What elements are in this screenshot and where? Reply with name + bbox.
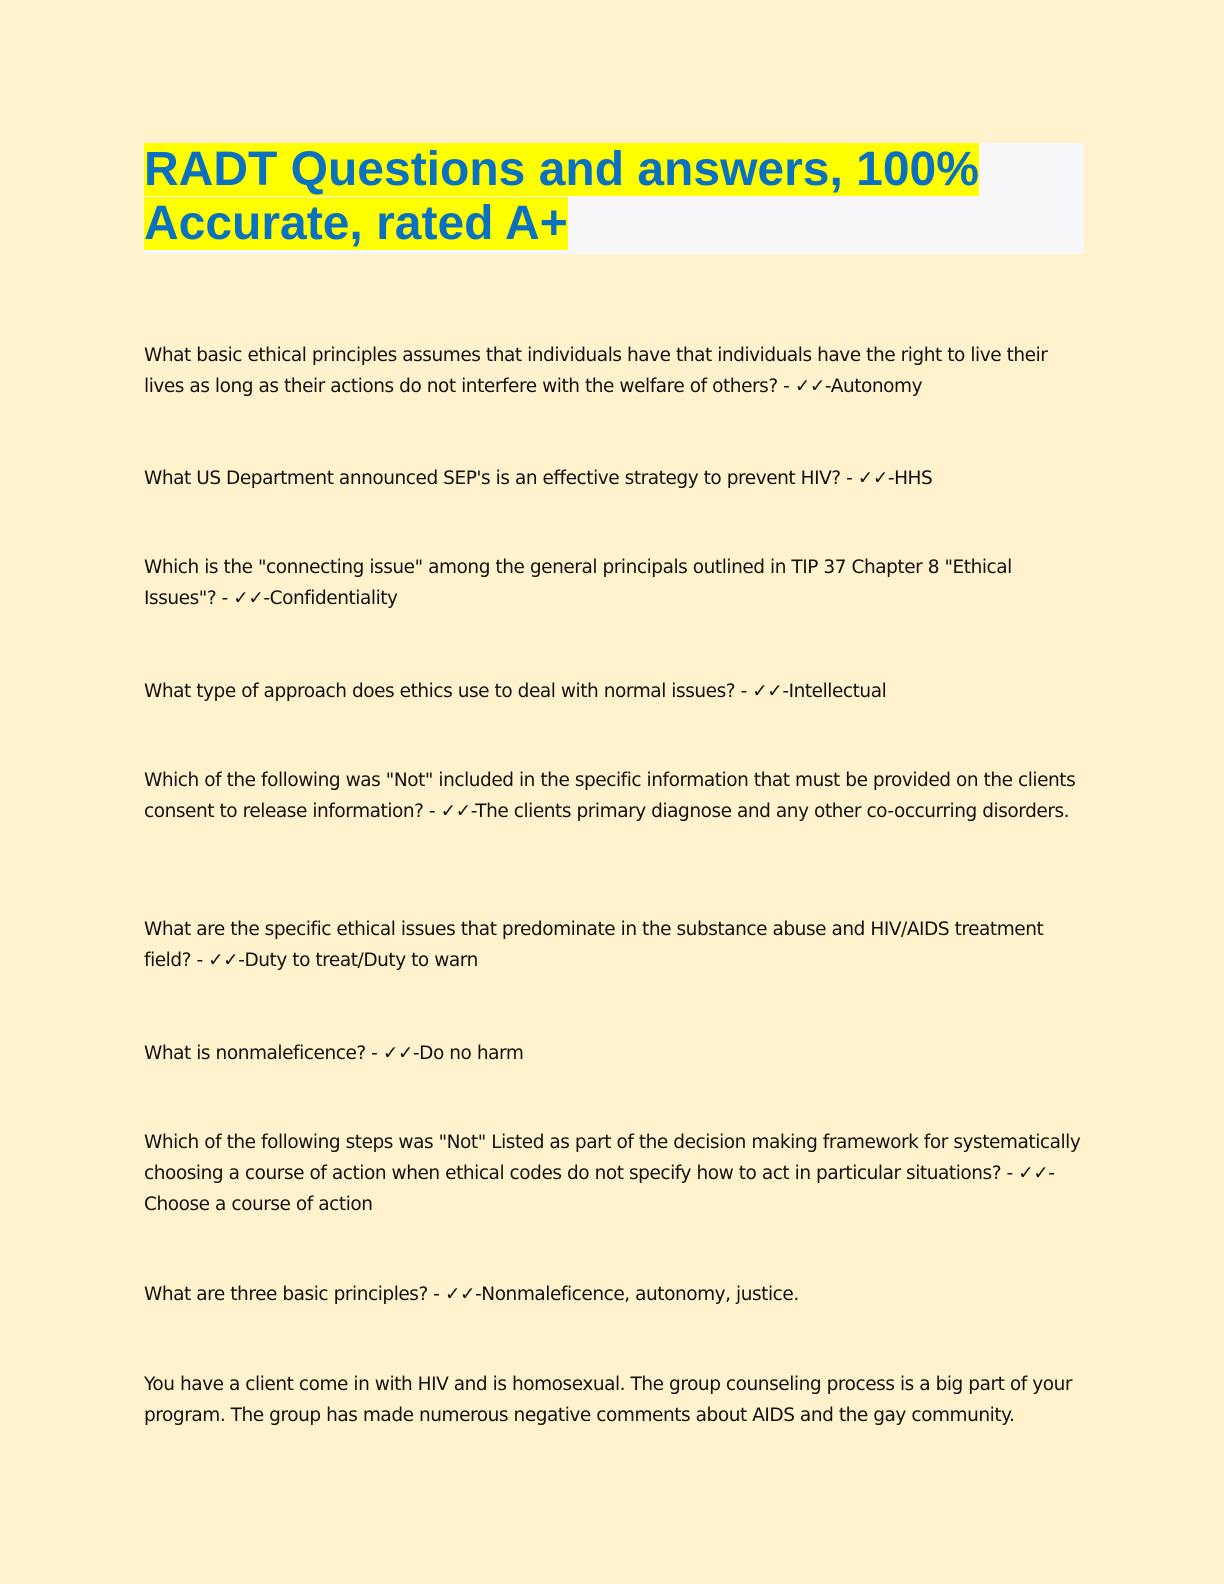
- qa-item-6: [144, 914, 1084, 976]
- title-block: [144, 143, 1084, 254]
- double-check-icon: ✓✓: [208, 950, 239, 971]
- double-check-icon: ✓✓: [794, 376, 825, 397]
- double-check-icon: ✓✓: [444, 1284, 476, 1305]
- double-check-icon: ✓✓: [382, 1043, 413, 1064]
- answer-text: -Intellectual: [782, 681, 887, 702]
- double-check-icon: ✓✓: [752, 681, 783, 702]
- title-line-1: RADT Questions and answers, 100%: [144, 143, 979, 196]
- question-text: Which of the following was "Not" included in the specific information that must be provided on the clients consent to release information? -: [144, 770, 1076, 822]
- answer-text: -Duty to treat/Duty to warn: [238, 950, 478, 971]
- question-text: Which is the "connecting issue" among the general principals outlined in TIP 37 Chapter 8 "Ethical Issues"? -: [144, 557, 1012, 609]
- question-text: What are three basic principles? -: [144, 1284, 445, 1305]
- answer-text: -Autonomy: [824, 376, 923, 397]
- question-text: What US Department announced SEP's is an effective strategy to prevent HIV? -: [144, 468, 858, 489]
- qa-item-4: [144, 676, 1084, 707]
- question-text: What type of approach does ethics use to deal with normal issues? -: [144, 681, 753, 702]
- qa-item-10: [144, 1369, 1084, 1431]
- qa-item-2: [144, 463, 1084, 494]
- answer-text: -Confidentiality: [263, 588, 398, 609]
- answer-text: -Nonmaleficence, autonomy, justice.: [475, 1284, 799, 1305]
- double-check-icon: ✓✓: [857, 468, 888, 489]
- qa-item-7: [144, 1038, 1084, 1069]
- question-text: Which of the following steps was "Not" Listed as part of the decision making framework for systematically choosing a course of action when ethical codes do not specify how to act in particular situations? -: [144, 1132, 1081, 1184]
- question-text: What is nonmaleficence? -: [144, 1043, 383, 1064]
- answer-text: -HHS: [887, 468, 933, 489]
- qa-item-3: [144, 552, 1084, 614]
- document-title: [144, 143, 1084, 251]
- qa-item-8: [144, 1127, 1084, 1220]
- answer-text: -The clients primary diagnose and any other co-occurring disorders.: [470, 801, 1070, 822]
- answer-text: -Choose a course of action: [144, 1163, 1055, 1215]
- qa-item-5: [144, 765, 1084, 827]
- qa-item-1: [144, 340, 1084, 402]
- question-text: What basic ethical principles assumes that individuals have that individuals have the right to live their lives as long as their actions do not interfere with the welfare of others? -: [144, 345, 1048, 397]
- double-check-icon: ✓✓: [440, 801, 471, 822]
- question-text: What are the specific ethical issues that predominate in the substance abuse and HIV/AIDS treatment field? -: [144, 919, 1044, 971]
- qa-item-9: [144, 1279, 1084, 1310]
- title-line-2: Accurate, rated A+: [144, 197, 568, 250]
- double-check-icon: ✓✓: [1018, 1163, 1049, 1184]
- answer-text: -Do no harm: [412, 1043, 524, 1064]
- double-check-icon: ✓✓: [233, 588, 264, 609]
- question-text: You have a client come in with HIV and is homosexual. The group counseling process is a big part of your program. The group has made numerous negative comments about AIDS and the gay community.: [144, 1374, 1073, 1426]
